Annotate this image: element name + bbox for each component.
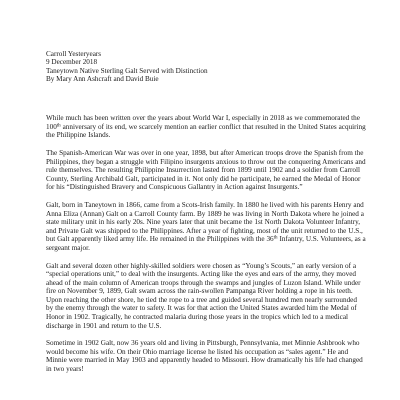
- paragraph-3-text-b: Infantry, U.S. Volunteers, as a sergeant major.: [46, 235, 366, 252]
- article-date: 9 December 2018: [46, 58, 98, 67]
- paragraph-3: [46, 201, 366, 253]
- article-header: [46, 50, 366, 83]
- ordinal-superscript: th: [273, 235, 278, 241]
- paragraph-2: The Spanish-American War was over in one year, 1898, but after American troops drove the Spanish from the Philippines, they began a struggle with Filipino insurgents anxious to throw out the conquering Americans and rule themselves. The resulting Philippine Insurrection lasted from 1899 until 1902 and a soldier from Carroll County, Sterling Archibald Galt, participated in it. Not only did he participate, he earned the Medal of Honor for his “Distinguished Bravery and Conspicuous Gallantry in Action against Insurgents.”: [46, 148, 366, 192]
- article-body: [46, 114, 366, 373]
- article-byline: By Mary Ann Ashcraft and David Buie: [46, 74, 159, 83]
- paragraph-1-text-a: While much has been written over the years about World War I, especially in 2018 as we commemorated the 100: [46, 114, 360, 131]
- paragraph-1: [46, 114, 366, 140]
- paragraph-5: Sometime in 1902 Galt, now 36 years old and living in Pittsburgh, Pennsylvania, met Minnie Ashbrook who would become his wife. On their Ohio marriage license he listed his occupation as “sales agent.” He and Minnie were married in May 1903 and apparently headed to Missouri. How dramatically his life had changed in two years!: [46, 339, 363, 374]
- paragraph-1-text-b: anniversary of its end, we scarcely mention an earlier conflict that resulted in the United States acquiring the Philippine Islands.: [46, 122, 366, 140]
- paragraph-4: Galt and several dozen other highly-skilled soldiers were chosen as “Young’s Scouts,” an early version of a “special operations unit,” to deal with the insurgents. Acting like the eyes and ears of the army, they moved ahead of the main column of American troops through the swamps and jungles of Luzon Island. While under fire on November 9, 1899, Galt swam across the rain-swollen Pampanga River holding a rope in his teeth. Upon reaching the other shore, he tied the rope to a tree and guided several hundred men nearly surrounded by the enemy through the water to safety. It was for that action the United States awarded him the Medal of Honor in 1902. Tragically, he contracted malaria during those years in the tropics which led to a medical discharge in 1901 and return to the U.S.: [46, 261, 361, 330]
- article-title: Taneytown Native Sterling Galt Served with Distinction: [46, 66, 208, 75]
- paragraph-3-text-a: Galt, born in Taneytown in 1866, came from a Scots-Irish family. In 1880 he lived with his parents Henry and Anna Eliza (Annan) Galt on a Carroll County farm. By 1889 he was living in North Dakota where he joined a state military unit in his early 20s. Nine years later that unit became the 1st North Dakota Volunteer Infantry, and Private Galt was shipped to the Philippines. After a year of fighting, most of the unit returned to the U.S., but Galt apparently liked army life. He remained in the Philippines with the 36: [46, 200, 364, 244]
- publication-name: Carroll Yesteryears: [46, 50, 102, 58]
- ordinal-superscript: th: [56, 123, 61, 129]
